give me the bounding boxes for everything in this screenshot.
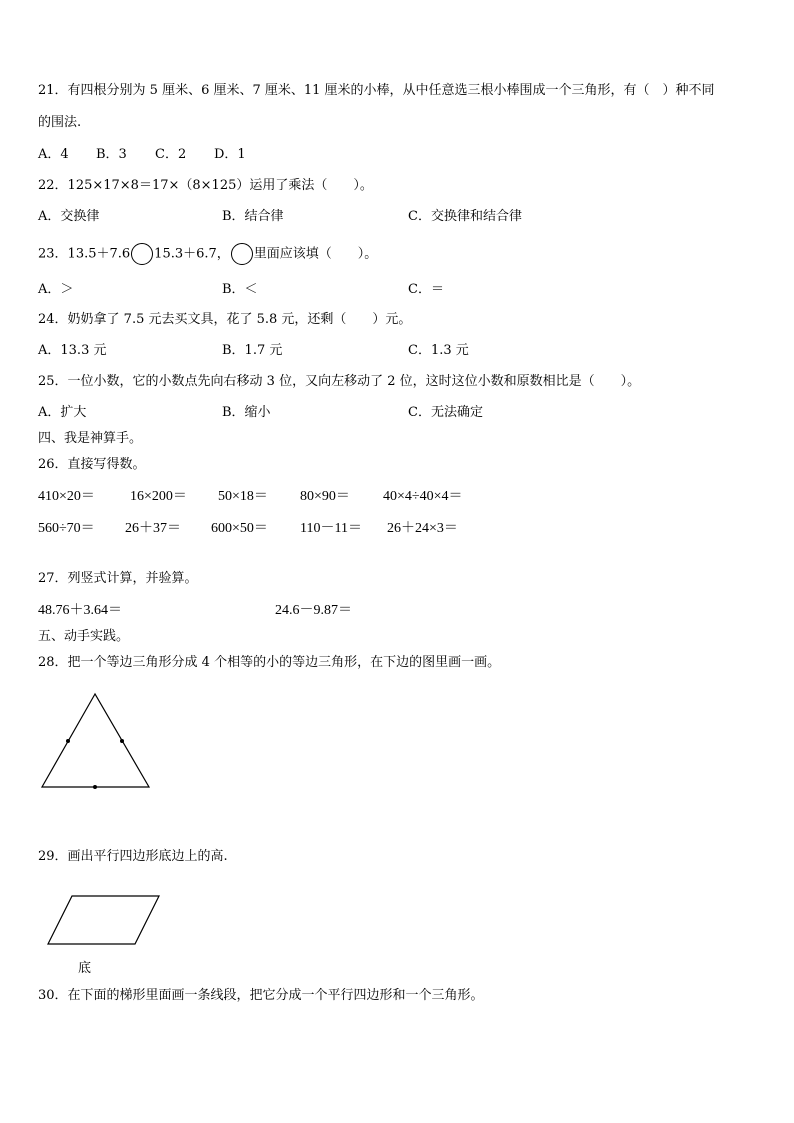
q22-text: 22．125×17×8＝17×（8×125）运用了乘法（ ）。: [38, 178, 373, 193]
q30-text: 30．在下面的梯形里面画一条线段，把它分成一个平行四边形和一个三角形。: [38, 988, 484, 1003]
q24-text: 24．奶奶拿了 7.5 元去买文具，花了 5.8 元，还剩（ ）元。: [38, 312, 412, 327]
q27-item: 48.76＋3.64＝: [38, 603, 122, 618]
blank-circle: [231, 243, 253, 265]
q26-item: 600×50＝: [211, 521, 268, 536]
q26-item: 80×90＝: [300, 489, 350, 504]
q26-item: 26＋24×3＝: [387, 521, 458, 536]
q26-item: 50×18＝: [218, 489, 268, 504]
q22-option-c: C．交换律和结合律: [408, 209, 522, 224]
q23-option-a: A．＞: [38, 282, 74, 297]
midpoint-dot: [66, 739, 70, 743]
q25-option-c: C．无法确定: [408, 405, 483, 420]
midpoint-dot: [93, 785, 97, 789]
q27-item: 24.6－9.87＝: [275, 603, 352, 618]
q23-part3: 里面应该填（ ）。: [253, 246, 378, 262]
q21-option-c: C．2: [155, 147, 187, 162]
q21-option-b: B．3: [96, 147, 127, 162]
q27-title: 27．列竖式计算，并验算。: [38, 571, 198, 586]
q29-text: 29．画出平行四边形底边上的高.: [38, 849, 228, 864]
q21-line2: 的围法.: [38, 115, 82, 130]
q26-item: 16×200＝: [130, 489, 187, 504]
q26-item: 110－11＝: [300, 521, 362, 536]
q24-option-a: A．13.3 元: [38, 343, 107, 358]
q21-option-d: D．1: [214, 147, 246, 162]
q23-part2: 15.3＋6.7，: [154, 246, 230, 262]
parallelogram-outline: [48, 896, 159, 944]
q28-text: 28．把一个等边三角形分成 4 个相等的小的等边三角形，在下边的图里画一画。: [38, 655, 501, 670]
q25-option-b: B．缩小: [222, 405, 271, 420]
base-label: 底: [78, 961, 92, 976]
q24-option-b: B．1.7 元: [222, 343, 283, 358]
q26-item: 410×20＝: [38, 489, 95, 504]
section-4-heading: 四、我是神算手。: [38, 431, 143, 446]
blank-circle: [131, 243, 153, 265]
q26-title: 26．直接写得数。: [38, 457, 146, 472]
q22-option-a: A．交换律: [38, 209, 100, 224]
q24-option-c: C．1.3 元: [408, 343, 469, 358]
q23-option-b: B．＜: [222, 282, 258, 297]
q21-option-a: A．4: [38, 147, 69, 162]
q23-part1: 23．13.5＋7.6: [38, 246, 131, 262]
q21-line1: 21．有四根分别为 5 厘米、6 厘米、7 厘米、11 厘米的小棒，从中任意选三根小棒围成一个三角形，有（ ）种不同: [38, 83, 715, 98]
q23-option-c: C．＝: [408, 282, 444, 297]
q23-text: [38, 243, 377, 265]
parallelogram-figure: [44, 892, 164, 948]
q26-item: 26＋37＝: [125, 521, 181, 536]
midpoint-dot: [120, 739, 124, 743]
q25-option-a: A．扩大: [38, 405, 87, 420]
triangle-outline: [42, 694, 149, 787]
q26-item: 40×4÷40×4＝: [383, 489, 463, 504]
q22-option-b: B．结合律: [222, 209, 284, 224]
equilateral-triangle-figure: [38, 690, 154, 792]
section-5-heading: 五、动手实践。: [38, 629, 130, 644]
q26-item: 560÷70＝: [38, 521, 95, 536]
q25-text: 25．一位小数，它的小数点先向右移动 3 位，又向左移动了 2 位，这时这位小数和原数相比是（ ）。: [38, 374, 641, 389]
